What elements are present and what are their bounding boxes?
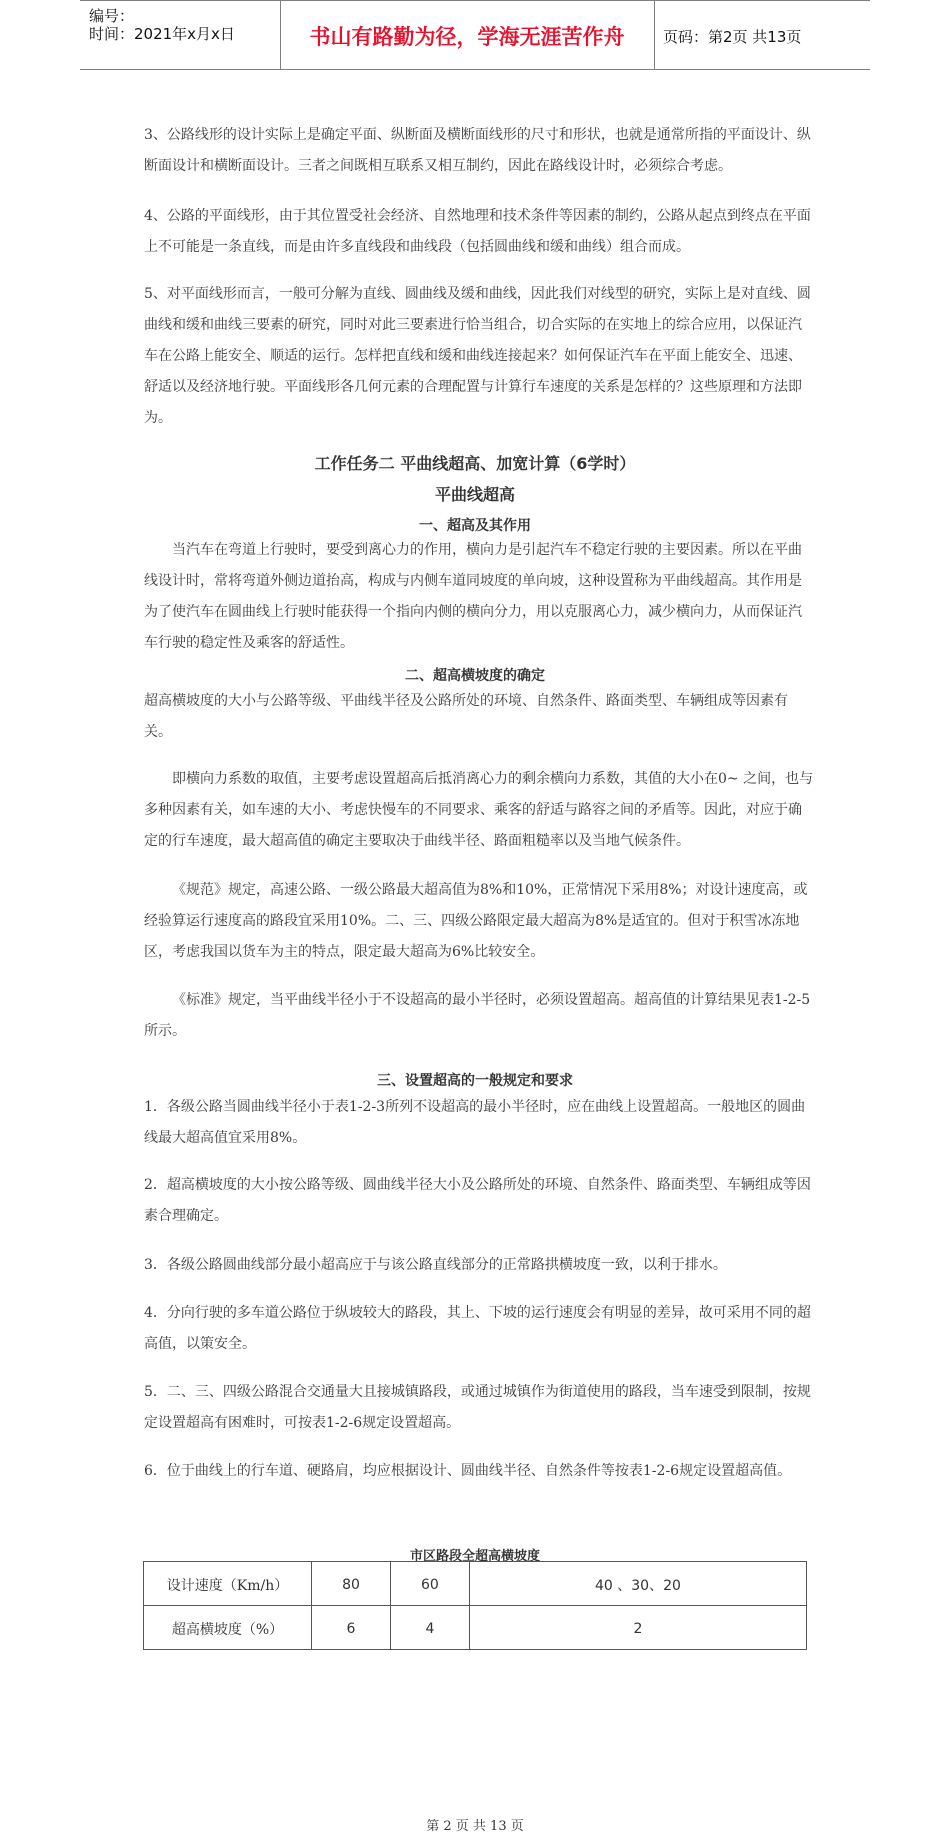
table-cell: 6 xyxy=(312,1606,391,1650)
header-motto: 书山有路勤为径，学海无涯苦作舟 xyxy=(309,25,625,49)
header-page-number: 页码：第2页 共13页 xyxy=(663,28,802,46)
section-1-heading: 一、超高及其作用 xyxy=(419,518,531,534)
table-title: 市区路段全超高横坡度 xyxy=(409,1549,540,1564)
section-2-paragraph-3: 《规范》规定，高速公路、一级公路最大超高值为8%和10%，正常情况下采用8%；对设计速度高，或经验算运行速度高的路段宜采用10%。二、三、四级公路限定最大超高为8%是适宜的。但对于积雪冰冻地区，考虑我国以货车为主的特点，限定最大超高为6%比较安全。 xyxy=(144,882,808,960)
table-cell: 4 xyxy=(390,1606,469,1650)
table-cell: 设计速度（Km/h） xyxy=(144,1562,312,1606)
paragraph-3: 3、公路线形的设计实际上是确定平面、纵断面及横断面线形的尺寸和形状，也就是通常所指的平面设计、纵断面设计和横断面设计。三者之间既相互联系又相互制约，因此在路线设计时，必须综合考虑。 xyxy=(144,127,811,174)
rule-item-2: 2．超高横坡度的大小按公路等级、圆曲线半径大小及公路所处的环境、自然条件、路面类型、车辆组成等因素合理确定。 xyxy=(144,1177,811,1224)
section-1-text: 当汽车在弯道上行驶时，要受到离心力的作用，横向力是引起汽车不稳定行驶的主要因素。所以在平曲线设计时，常将弯道外侧边道抬高，构成与内侧车道同坡度的单向坡，这种设置称为平曲线超高。其作用是为了使汽车在圆曲线上行驶时能获得一个指向内侧的横向分力，用以克服离心力，减少横向力，从而保证汽车行驶的稳定性及乘客的舒适性。 xyxy=(144,542,802,651)
paragraph-5: 5、对平面线形而言，一般可分解为直线、圆曲线及缓和曲线，因此我们对线型的研究，实际上是对直线、圆曲线和缓和曲线三要素的研究，同时对此三要素进行恰当组合，切合实际的在实地上的综合应用，以保证汽车在公路上能安全、顺适的运行。怎样把直线和缓和曲线连接起来？如何保证汽车在平面上能安全、迅速、舒适以及经济地行驶。平面线形各几何元素的合理配置与计算行车速度的关系是怎样的？这些原理和方法即为。 xyxy=(144,286,811,426)
document-time-label: 时间：2021年x月x日 xyxy=(89,25,235,43)
rule-item-1: 1．各级公路当圆曲线半径小于表1-2-3所列不设超高的最小半径时，应在曲线上设置超高。一般地区的圆曲线最大超高值宜采用8%。 xyxy=(144,1099,806,1146)
header-page-cell xyxy=(654,1,870,69)
rule-item-5: 5．二、三、四级公路混合交通量大且接城镇路段，或通过城镇作为街道使用的路段，当车速受到限制，按规定设置超高有困难时，可按表1-2-6规定设置超高。 xyxy=(144,1384,811,1431)
section-3-heading: 三、设置超高的一般规定和要求 xyxy=(377,1073,573,1089)
task-subtitle: 平曲线超高 xyxy=(434,485,515,504)
header-motto-cell xyxy=(280,1,655,69)
task-title: 工作任务二 平曲线超高、加宽计算（6学时） xyxy=(314,454,636,473)
page-header xyxy=(80,0,870,70)
rule-item-6: 6．位于曲线上的行车道、硬路肩，均应根据设计、圆曲线半径、自然条件等按表1-2-6规定设置超高值。 xyxy=(144,1463,792,1479)
superelevation-table xyxy=(143,1561,807,1650)
table-cell: 2 xyxy=(469,1606,806,1650)
table-row xyxy=(144,1606,807,1650)
page-footer: 第 2 页 共 13 页 xyxy=(426,1819,524,1834)
document-number-label: 编号： xyxy=(89,7,135,25)
paragraph-4: 4、公路的平面线形，由于其位置受社会经济、自然地理和技术条件等因素的制约，公路从起点到终点在平面上不可能是一条直线，而是由许多直线段和曲线段（包括圆曲线和缓和曲线）组合而成。 xyxy=(144,208,811,255)
rule-item-4: 4．分向行驶的多车道公路位于纵坡较大的路段，其上、下坡的运行速度会有明显的差异，故可采用不同的超高值，以策安全。 xyxy=(144,1305,811,1352)
header-info-cell xyxy=(80,1,281,69)
section-2-paragraph-2: 即横向力系数的取值，主要考虑设置超高后抵消离心力的剩余横向力系数，其值的大小在0~ 之间，也与多种因素有关，如车速的大小、考虑快慢车的不同要求、乘客的舒适与路容之间的矛盾等。因此，对应于确定的行车速度，最大超高值的确定主要取决于曲线半径、路面粗糙率以及当地气候条件。 xyxy=(144,771,814,849)
section-2-paragraph-4: 《标准》规定，当平曲线半径小于不设超高的最小半径时，必须设置超高。超高值的计算结果见表1-2-5所示。 xyxy=(144,992,811,1039)
table-cell: 40 、30、20 xyxy=(469,1562,806,1606)
table-row xyxy=(144,1562,807,1606)
table-cell: 60 xyxy=(390,1562,469,1606)
table-cell: 超高横坡度（%） xyxy=(144,1606,312,1650)
section-2-paragraph-1: 超高横坡度的大小与公路等级、平曲线半径及公路所处的环境、自然条件、路面类型、车辆组成等因素有关。 xyxy=(144,693,788,740)
table-cell: 80 xyxy=(312,1562,391,1606)
section-2-heading: 二、超高横坡度的确定 xyxy=(405,668,545,684)
rule-item-3: 3．各级公路圆曲线部分最小超高应于与该公路直线部分的正常路拱横坡度一致，以利于排水。 xyxy=(144,1257,727,1273)
